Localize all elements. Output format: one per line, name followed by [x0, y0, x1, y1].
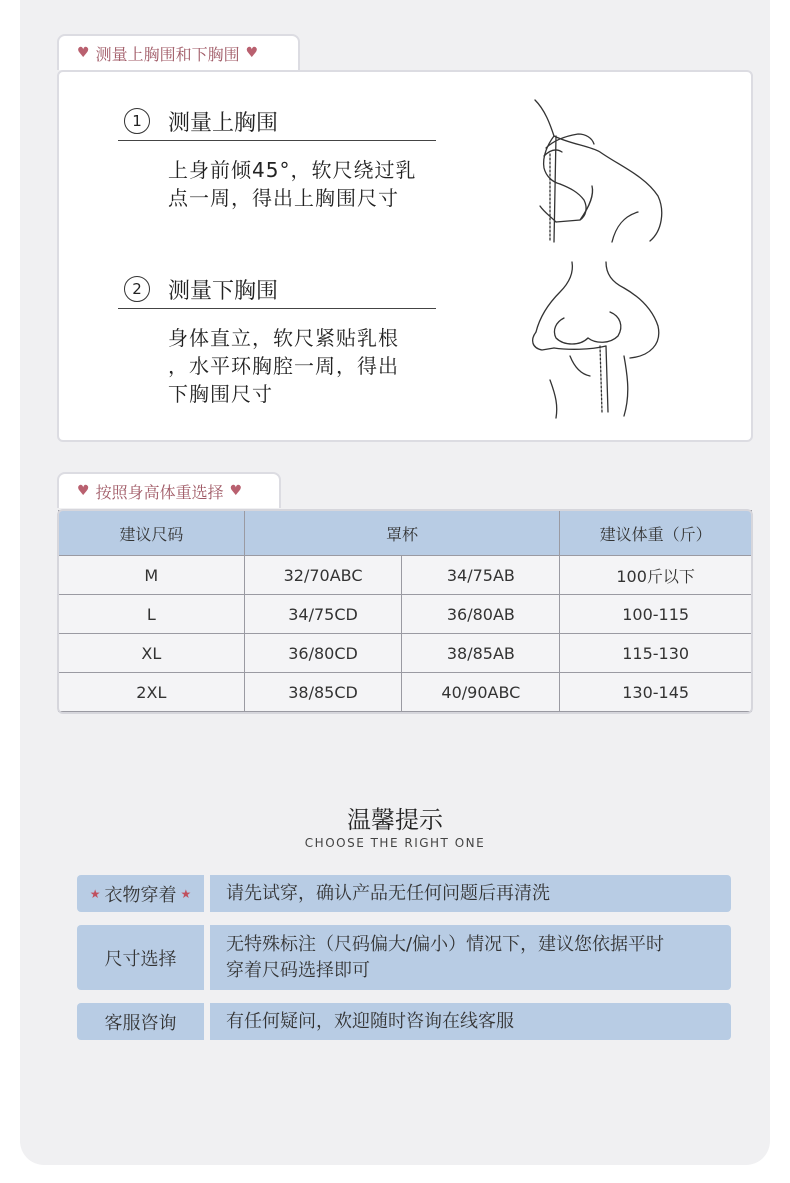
table-cell: 36/80AB: [402, 595, 560, 634]
table-cell: 38/85CD: [244, 673, 402, 712]
table-row: [59, 634, 752, 673]
heart-icon: ♥: [229, 483, 243, 499]
step2-description: [168, 324, 448, 408]
step1-line1: 上身前倾45°，软尺绕过乳: [168, 158, 417, 182]
header-size: 建议尺码: [59, 511, 245, 556]
table-row: [59, 595, 752, 634]
star-icon: ★: [89, 886, 101, 901]
tips-subtitle: CHOOSE THE RIGHT ONE: [304, 836, 486, 850]
size-table: [58, 510, 752, 712]
measure-section-tag: [57, 34, 300, 70]
size-tag-label: 按照身高体重选择: [95, 482, 224, 502]
tip-row-service: [77, 1003, 731, 1040]
table-cell: 36/80CD: [244, 634, 402, 673]
measure-tag-label: 测量上胸围和下胸围: [95, 44, 240, 64]
table-cell: 40/90ABC: [402, 673, 560, 712]
star-icon: ★: [180, 886, 192, 901]
step2-title: 测量下胸围: [168, 278, 279, 304]
heart-icon: ♥: [245, 45, 259, 61]
size-section-tag: [57, 472, 281, 508]
under-bust-illustration: [520, 260, 670, 420]
tip-label: 客服咨询: [77, 1003, 204, 1040]
step2-number: 2: [124, 276, 150, 302]
header-cup: 罩杯: [244, 511, 560, 556]
tip-label: [77, 875, 204, 912]
table-cell: 34/75CD: [244, 595, 402, 634]
table-cell: 130-145: [560, 673, 752, 712]
table-cell: 32/70ABC: [244, 556, 402, 595]
step2-line1: 身体直立，软尺紧贴乳根: [168, 326, 399, 350]
heart-icon: ♥: [77, 483, 90, 499]
tip-text-line2: 穿着尺码选择即可: [226, 959, 370, 981]
step2-heading: [118, 270, 436, 309]
table-cell: M: [59, 556, 245, 595]
step1-heading: [118, 102, 436, 141]
table-row: [59, 673, 752, 712]
tip-row-size: [77, 925, 731, 990]
step2-line2: ，水平环胸腔一周，得出: [168, 354, 399, 378]
table-cell: 38/85AB: [402, 634, 560, 673]
step1-line2: 点一周，得出上胸围尺寸: [168, 186, 399, 210]
header-weight: 建议体重（斤）: [560, 511, 752, 556]
step1-title: 测量上胸围: [168, 110, 279, 136]
table-cell: L: [59, 595, 245, 634]
table-cell: 2XL: [59, 673, 245, 712]
upper-bust-illustration: [520, 96, 670, 246]
step1-number: 1: [124, 108, 150, 134]
table-header-row: [59, 511, 752, 556]
tip-label-text: 衣物穿着: [104, 884, 177, 906]
table-cell: 100斤以下: [560, 556, 752, 595]
table-cell: XL: [59, 634, 245, 673]
tip-text-line1: 无特殊标注（尺码偏大/偏小）情况下，建议您依据平时: [226, 933, 665, 955]
tip-label: 尺寸选择: [77, 925, 204, 990]
table-cell: 34/75AB: [402, 556, 560, 595]
tip-text: 有任何疑问，欢迎随时咨询在线客服: [210, 1003, 731, 1040]
tips-title: 温馨提示: [347, 806, 443, 834]
step1-description: [168, 156, 448, 212]
table-cell: 115-130: [560, 634, 752, 673]
heart-icon: ♥: [77, 45, 90, 61]
step2-line3: 下胸围尺寸: [168, 382, 273, 406]
table-row: [59, 556, 752, 595]
table-cell: 100-115: [560, 595, 752, 634]
tip-text: 请先试穿，确认产品无任何问题后再清洗: [210, 875, 731, 912]
tip-row-wearing: [77, 875, 731, 912]
tip-text: [210, 925, 731, 990]
